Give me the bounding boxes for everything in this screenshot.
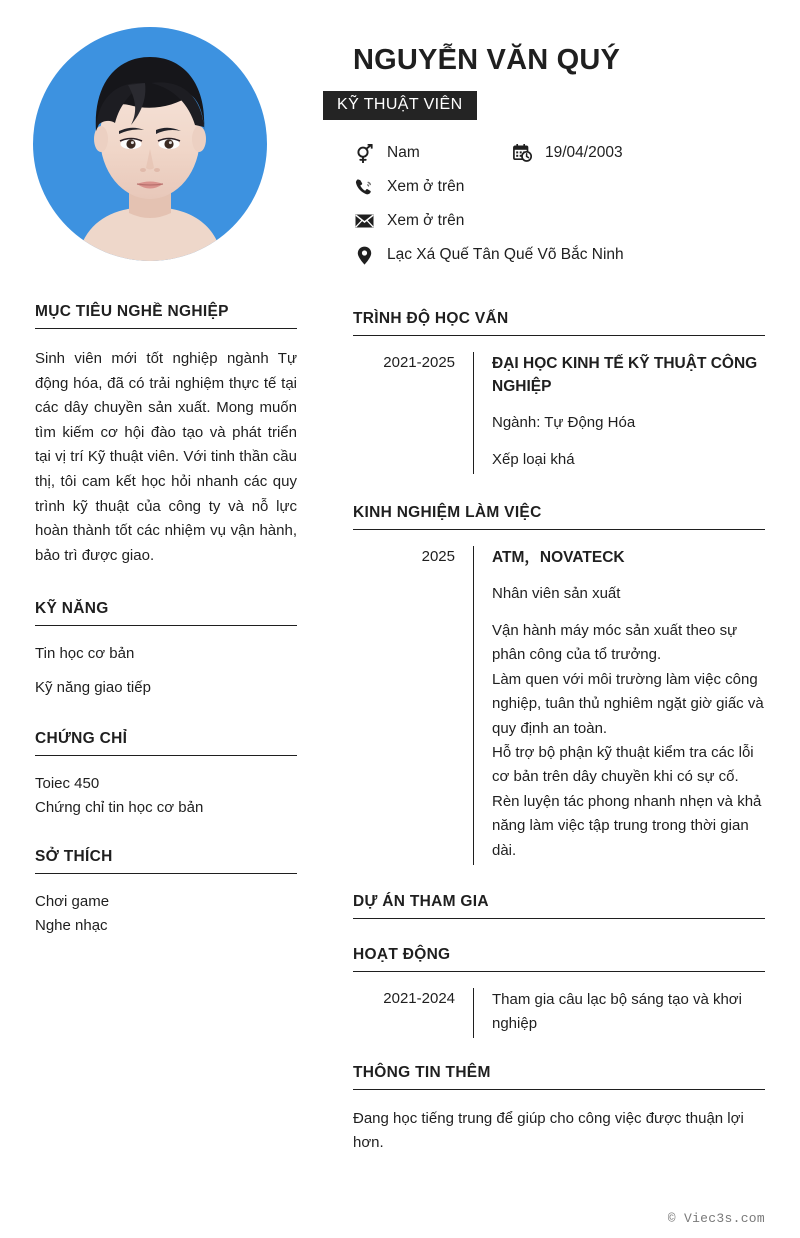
education-heading: TRÌNH ĐỘ HỌC VẤN xyxy=(353,310,765,336)
experience-company: ATM，NOVATECK xyxy=(492,549,625,566)
activity-entry-body xyxy=(473,988,765,1038)
job-title-badge: KỸ THUẬT VIÊN xyxy=(323,91,477,120)
sidebar xyxy=(35,303,297,938)
description-line: Rèn luyện tác phong nhanh nhẹn và khả năng làm việc tập trung trong thời gian dài. xyxy=(492,792,762,859)
section-education xyxy=(353,310,765,474)
experience-entry-date: 2025 xyxy=(421,548,455,565)
phone-value: Xem ở trên xyxy=(387,177,465,195)
objective-heading: MỤC TIÊU NGHỀ NGHIỆP xyxy=(35,303,297,329)
contact-item-email[interactable] xyxy=(353,210,464,232)
additional-info-text: Đang học tiếng trung để giúp cho công việc được thuận lợi hơn. xyxy=(353,1110,744,1152)
activity-entry-date: 2021-2024 xyxy=(383,990,455,1008)
main-content xyxy=(353,310,765,1156)
objective-text: Sinh viên mới tốt nghiệp ngành Tự động hóa, đã có trải nghiệm thực tế tại các dây chuyền sản xuất. Mong muốn tìm kiếm cơ hội đào tạo và phát triển tại vị trí Kỹ thuật viên. Với tinh thần cầu thị, tôi cam kết học hỏi nhanh các quy trình kỹ thuật của công ty và nỗ lực hoàn thành tốt các nhiệm vụ vận hành, bảo trì được giao. xyxy=(35,350,297,564)
certificates-heading: CHỨNG CHỈ xyxy=(35,730,297,756)
section-objective xyxy=(35,303,297,568)
projects-heading: DỰ ÁN THAM GIA xyxy=(353,893,765,919)
section-experience xyxy=(353,504,765,865)
address-value: Lạc Xá Quế Tân Quế Võ Bắc Ninh xyxy=(387,245,624,263)
hobbies-list xyxy=(35,890,297,938)
birthday-value: 19/04/2003 xyxy=(545,143,623,161)
description-line: Làm quen với môi trường làm việc công nghiệp, tuân thủ nghiêm ngặt giờ giấc và quy định an toàn. xyxy=(492,670,764,737)
experience-entry xyxy=(353,546,765,865)
experience-description xyxy=(492,619,765,863)
calendar-clock-icon xyxy=(511,142,533,164)
envelope-icon xyxy=(353,210,375,232)
list-item: Tin học cơ bản xyxy=(35,645,135,663)
education-grade: Xếp loại khá xyxy=(492,451,575,468)
page-title: NGUYỄN VĂN QUÝ xyxy=(353,44,621,76)
section-certificates xyxy=(35,730,297,820)
contact-row-email xyxy=(353,210,765,244)
list-item: Kỹ năng giao tiếp xyxy=(35,679,151,697)
additional-info-heading: THÔNG TIN THÊM xyxy=(353,1064,765,1090)
description-line: Vận hành máy móc sản xuất theo sự phân công của tổ trưởng. xyxy=(492,622,738,664)
experience-heading: KINH NGHIỆM LÀM VIỆC xyxy=(353,504,765,530)
contact-row-phone xyxy=(353,176,765,210)
list-item: Nghe nhạc xyxy=(35,917,108,935)
description-line: Hỗ trợ bộ phận kỹ thuật kiểm tra các lỗi cơ bản trên dây chuyền khi có sự cố. xyxy=(492,744,754,786)
contact-item-address xyxy=(353,244,624,266)
section-skills xyxy=(35,600,297,700)
list-item: Chơi game xyxy=(35,893,110,911)
list-item: Chứng chỉ tin học cơ bản xyxy=(35,799,204,817)
activity-entry xyxy=(353,988,765,1038)
education-school-name: ĐẠI HỌC KINH TẾ KỸ THUẬT CÔNG NGHIỆP xyxy=(492,355,758,395)
education-entry xyxy=(353,352,765,474)
contact-item-birthday xyxy=(511,142,623,164)
experience-entry-body xyxy=(473,546,765,865)
avatar xyxy=(33,27,267,261)
phone-icon xyxy=(353,176,375,198)
list-item: Toiec 450 xyxy=(35,775,100,793)
certificates-list xyxy=(35,772,297,820)
education-entry-body xyxy=(473,352,765,474)
section-additional-info xyxy=(353,1064,765,1156)
section-activities xyxy=(353,946,765,1038)
activity-title: Tham gia câu lạc bộ sáng tạo và khơi nghiệp xyxy=(492,991,742,1033)
education-entry-date: 2021-2025 xyxy=(383,354,455,371)
section-hobbies xyxy=(35,848,297,938)
education-major: Ngành: Tự Động Hóa xyxy=(492,414,636,431)
avatar-photo xyxy=(33,27,267,261)
contact-row-gender-birthday xyxy=(353,142,765,176)
experience-position: Nhân viên sản xuất xyxy=(492,585,621,602)
skills-list xyxy=(35,642,297,700)
gender-value: Nam xyxy=(387,143,420,161)
contact-info xyxy=(353,142,765,278)
section-projects xyxy=(353,893,765,919)
footer-watermark: © Viec3s.com xyxy=(667,1211,765,1226)
email-value: Xem ở trên xyxy=(387,211,465,229)
contact-item-gender xyxy=(353,142,511,164)
contact-row-address xyxy=(353,244,765,278)
contact-item-phone[interactable] xyxy=(353,176,464,198)
location-pin-icon xyxy=(353,244,375,266)
gender-icon xyxy=(353,142,375,164)
activities-heading: HOẠT ĐỘNG xyxy=(353,946,765,972)
skills-heading: KỸ NĂNG xyxy=(35,600,297,626)
hobbies-heading: SỞ THÍCH xyxy=(35,848,297,874)
